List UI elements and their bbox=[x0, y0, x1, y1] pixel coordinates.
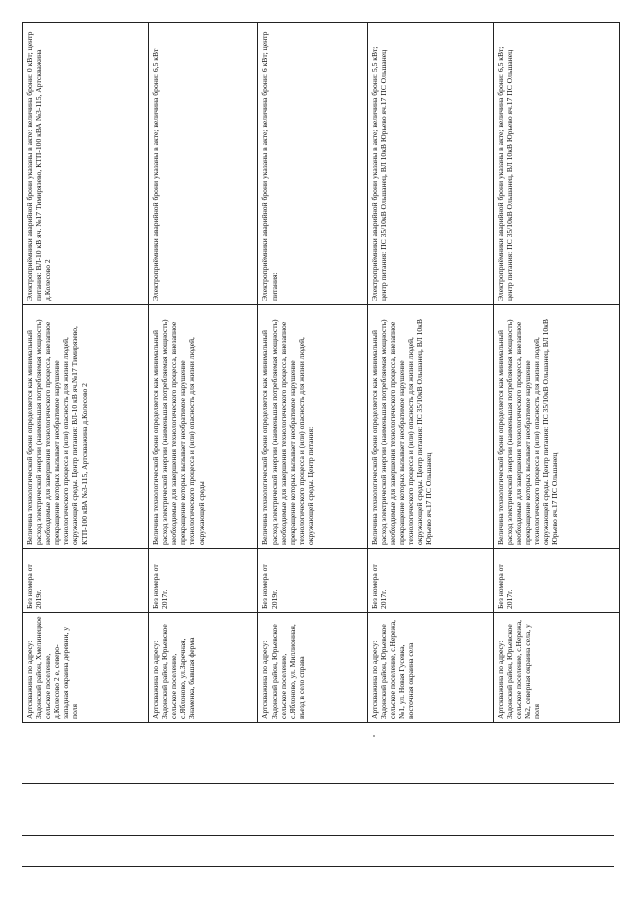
act-number-cell: Без номера от 2017г. bbox=[367, 549, 493, 613]
value-cell: Электроприёмники аварийной брони указаны в акте; величина брони: 6 кВт; центр питания: bbox=[258, 23, 367, 305]
table-row bbox=[493, 23, 619, 723]
value-cell: Электроприёмники аварийной брони указаны в акте; величина брони: 5,5 кВт; центр питания: ПС 35/10кВ Ольшанец, ВЛ 10кВ Юрьево яч.17 ПС Ольшанец bbox=[367, 23, 493, 305]
address-cell: Артскважина по адресу: Задонский район, Юрьевское сельское поселение, с.Яблоново, ул. Миллионная, въезд в село справа bbox=[258, 613, 367, 723]
value-cell: Электроприёмники аварийной брони указаны в акте; величина брони: 6,5 кВт; центр питания: ПС 35/10кВ Ольшанец, ВЛ 10кВ Юрьево яч.17 ПС Ольшанец bbox=[493, 23, 619, 305]
table-row bbox=[367, 23, 493, 723]
definition-cell: Величина технологической брони определяется как минимальный расход электрической энергии (наименьшая потребляемая мощность) необходимые для завершения технологического процесса, внезапное прекращение которых вызывает необратимое нарушение технологического процесса и (или) опасность для жизни людей, окружающей среды bbox=[149, 305, 258, 549]
value-cell: Электроприёмники аварийной брони указаны в акте: величина брони: 0 кВт; центр питания: ВЛ-10 кВ яч. №17 Тимирязево, КТП-100 кВА №3-115, Артскважина д.Колесово 2 bbox=[23, 23, 149, 305]
address-cell: Артскважина по адресу: Задонский район, Юрьевское сельское поселение, с.Нережа,№2, северная окраина села, у поля bbox=[493, 613, 619, 723]
definition-cell: Величина технологической брони определяется как минимальный расход электрической энергии (наименьшая потребляемая мощность) необходимые для завершения технологического процесса, внезапное прекращение которых вызывает необратимое нарушение технологического процесса и (или) опасность для жизни людей, окружающей среды. Центр питания: ВЛ-10 кВ яч.№17 Тимирязево, КТП-100 кВА №3-115, Артскважина д.Колесово 2 bbox=[23, 305, 149, 549]
reservation-table bbox=[22, 22, 620, 723]
definition-cell: Величина технологической брони определяется как минимальный расход электрической энергии (наименьшая потребляемая мощность) необходимые для завершения технологического процесса, внезапное прекращение которых вызывает необратимое нарушение технологического процесса и (или) опасность для жизни людей, окружающей среды. Центр питания: ПС 35/10кВ Ольшанец, ВЛ 10кВ Юрьево яч.17 ПС Ольшанец bbox=[493, 305, 619, 549]
value-cell: Электроприёмники аварийной брони указаны в акте; величина брони: 6,5 кВт bbox=[149, 23, 258, 305]
address-cell: Артскважина по адресу: Задонский район, Юрьевское сельское поселение, с.Яблоново, ул.Заречная, Знаменка, бывшая ферма bbox=[149, 613, 258, 723]
act-number-cell: Без номера от 2017г. bbox=[493, 549, 619, 613]
act-number-cell: Без номера от 2019г. bbox=[23, 549, 149, 613]
table-row bbox=[23, 23, 149, 723]
address-cell: Артскважина по адресу: Задонский район, Хмелинецкое сельское поселение, д.Колесово 2 е, северо-западная окраина деревни, у поля bbox=[23, 613, 149, 723]
act-number-cell: Без номера от 2019г. bbox=[258, 549, 367, 613]
divider-line bbox=[22, 866, 614, 867]
divider-line bbox=[22, 835, 614, 836]
rotated-table-wrapper bbox=[22, 23, 620, 723]
act-number-cell: Без номера от 2017г. bbox=[149, 549, 258, 613]
scan-speck bbox=[373, 735, 375, 737]
table-row bbox=[149, 23, 258, 723]
definition-cell: Величина технологической брони определяется как минимальный расход электрической энергии (наименьшая потребляемая мощность) необходимые для завершения технологического процесса, внезапное прекращение которых вызывает необратимое нарушение технологического процесса и (или) опасность для жизни людей, окружающей среды. Центр питания: ПС 35/10кВ Ольшанец, ВЛ 10кВ Юрьево яч.17 ПС Ольшанец bbox=[367, 305, 493, 549]
address-cell: Артскважина по адресу: Задонский район, Юрьевское сельское поселение, с.Нережа, №1, ул. Новая Гусевка, восточная окраина села bbox=[367, 613, 493, 723]
divider-line bbox=[22, 783, 614, 784]
definition-cell: Величина технологической брони определяется как минимальный расход электрической энергии (наименьшая потребляемая мощность) необходимые для завершения технологического процесса, внезапное прекращение которых вызывает необратимое нарушение технологического процесса и (или) опасность для жизни людей, окружающей среды. Центр питания: bbox=[258, 305, 367, 549]
table-row bbox=[258, 23, 367, 723]
